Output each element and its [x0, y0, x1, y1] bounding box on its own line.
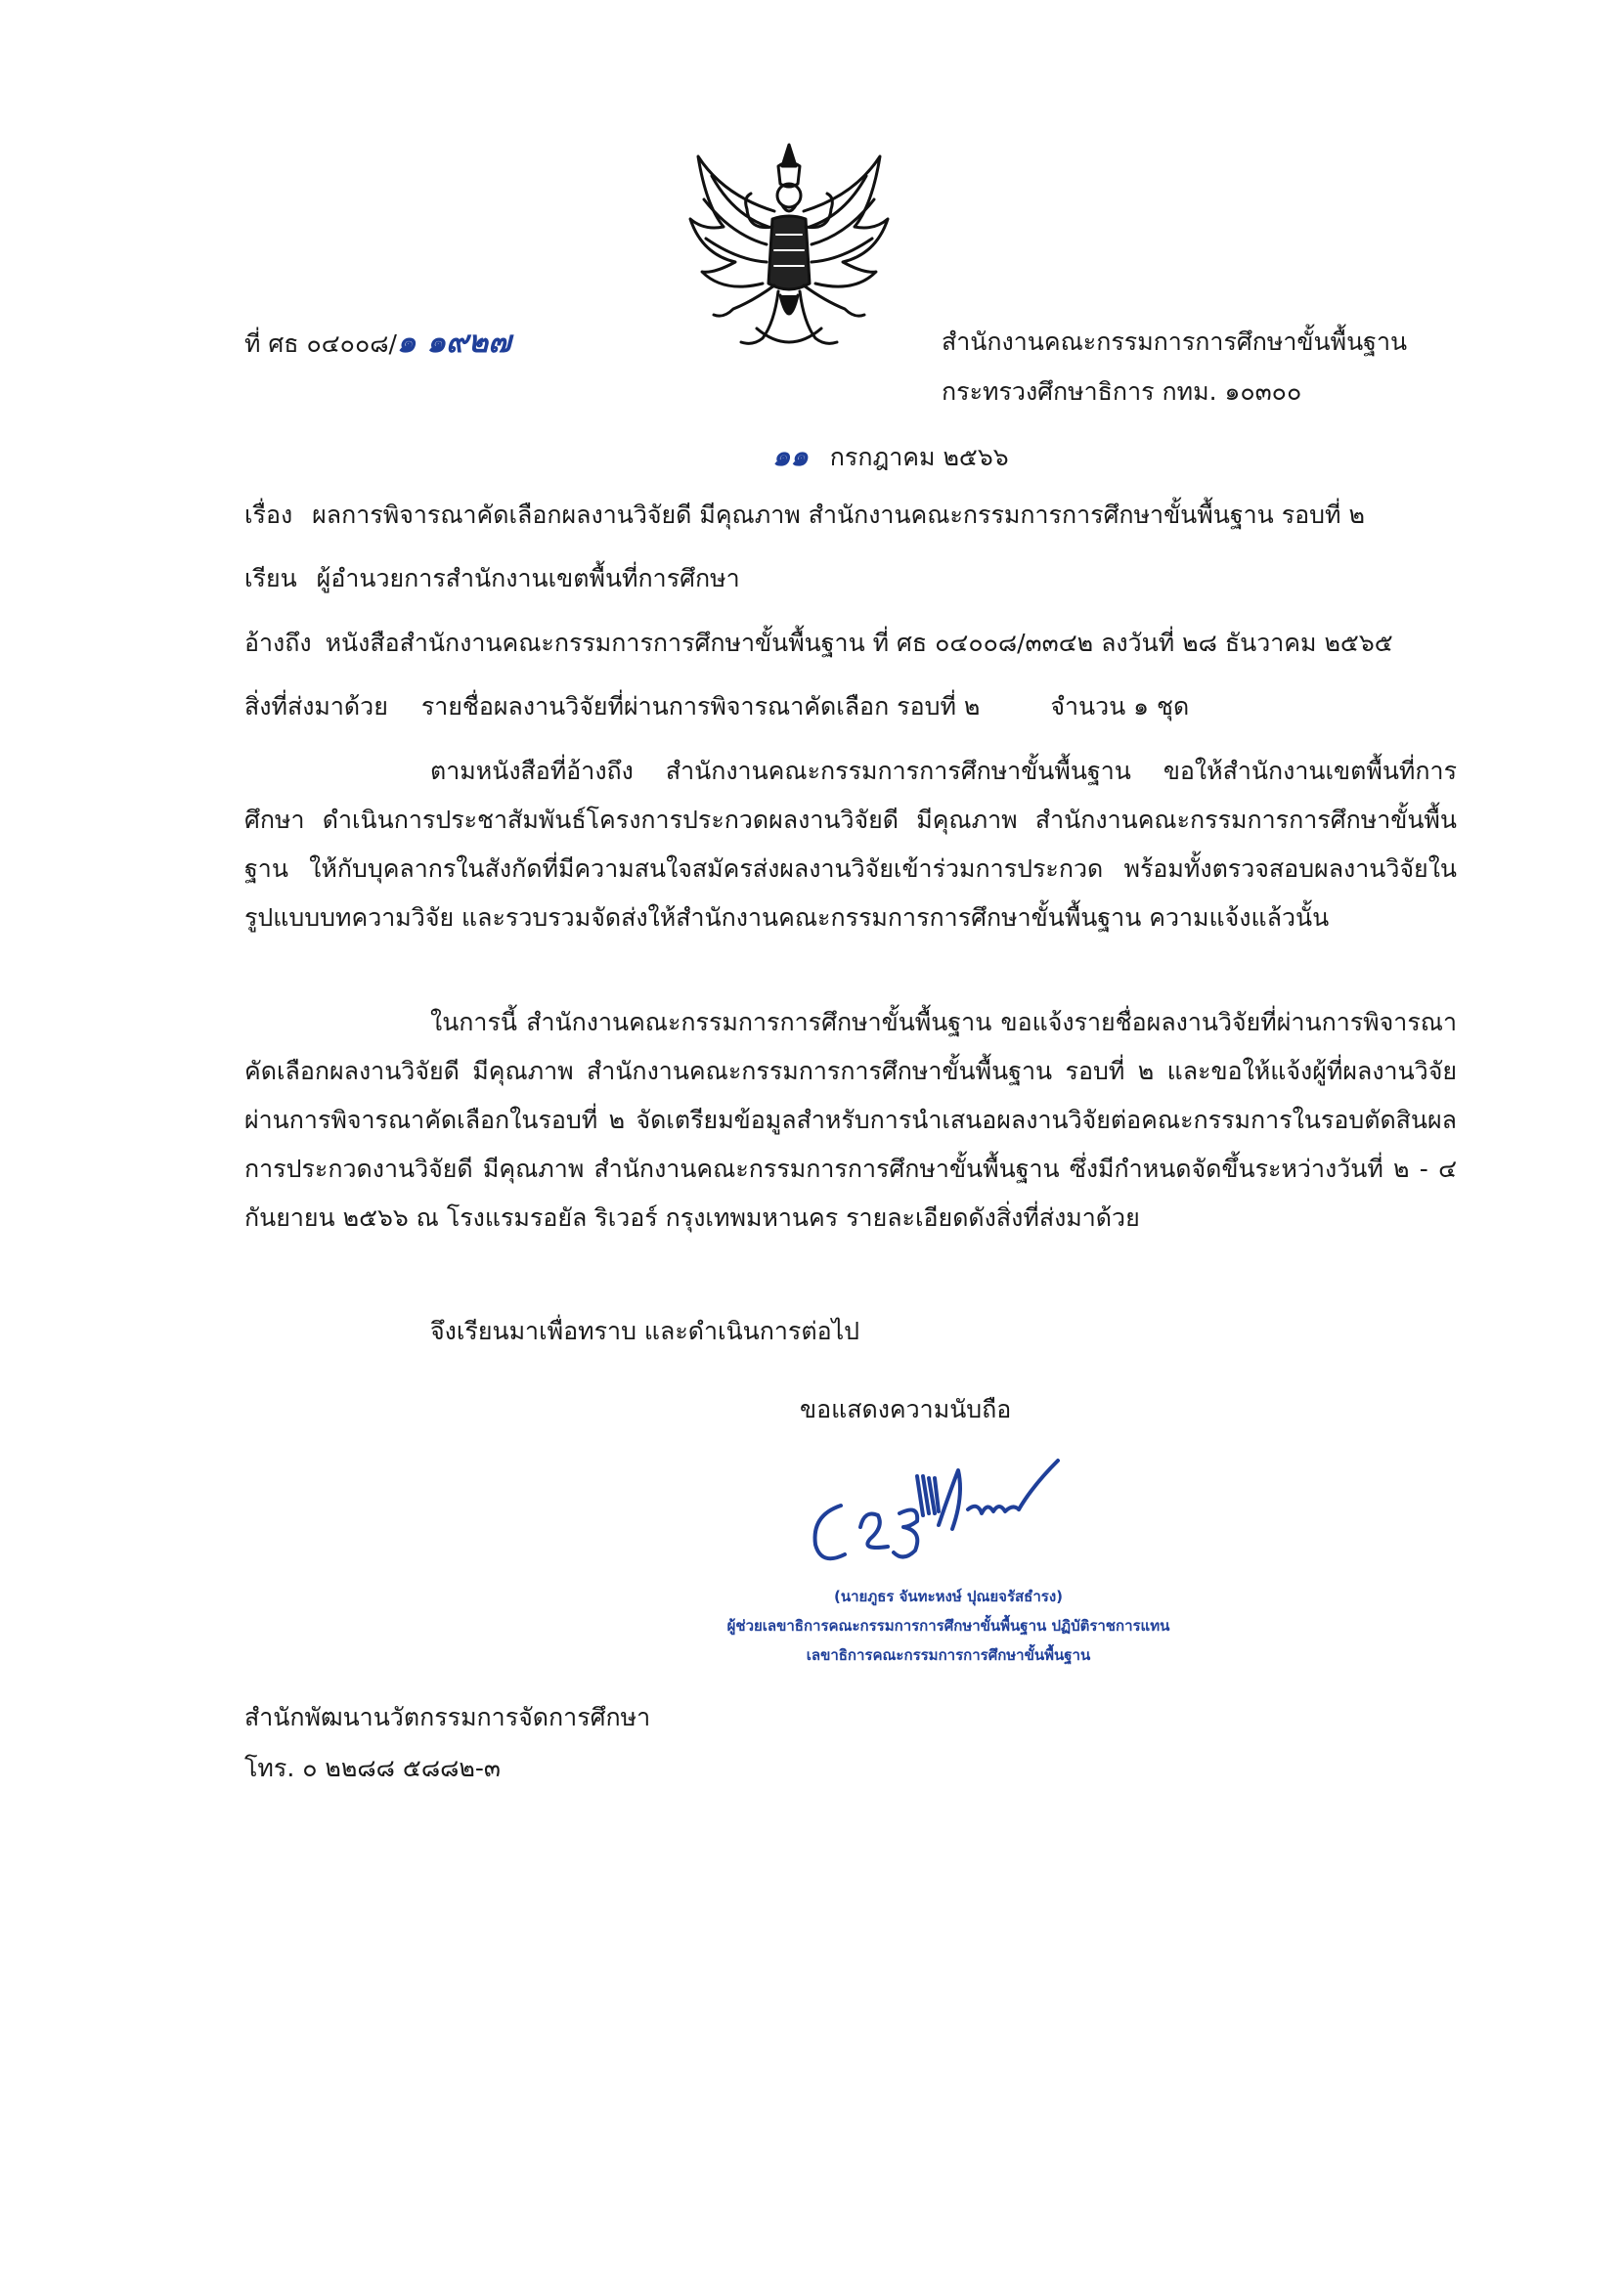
reference-line: [244, 627, 1393, 660]
reference-number: [244, 326, 511, 361]
subject-line: [244, 499, 1365, 532]
footer-office: สำนักพัฒนานวัตกรรมการจัดการศึกษา: [244, 1703, 651, 1731]
addressee-label: เรียน: [244, 564, 297, 592]
agency-address: กระทรวงศึกษาธิการ กทม. ๑๐๓๐๐: [942, 377, 1302, 406]
signatory-name: (นายภูธร จันทะหงษ์ ปุณยจรัสธำรง): [834, 1588, 1063, 1605]
enclosure-text: รายชื่อผลงานวิจัยที่ผ่านการพิจารณาคัดเลือก รอบที่ ๒: [420, 692, 981, 721]
closing-line: จึงเรียนมาเพื่อทราบ และดำเนินการต่อไป: [430, 1317, 860, 1345]
addressee-text: ผู้อำนวยการสำนักงานเขตพื้นที่การศึกษา: [316, 564, 740, 592]
footer-phone: โทร. ๐ ๒๒๘๘ ๕๘๘๒-๓: [244, 1754, 501, 1782]
subject-text: ผลการพิจารณาคัดเลือกผลงานวิจัยดี มีคุณภาพ สำนักงานคณะกรรมการการศึกษาขั้นพื้นฐาน รอบที่ ๒: [312, 501, 1365, 529]
salutation: ขอแสดงความนับถือ: [800, 1395, 1012, 1423]
reference-label: อ้างถึง: [244, 629, 312, 657]
addressee-line: [244, 562, 740, 595]
agency-name: สำนักงานคณะกรรมการการศึกษาขั้นพื้นฐาน: [942, 328, 1408, 356]
subject-label: เรื่อง: [244, 501, 293, 529]
letter-date: [772, 439, 1009, 474]
signatory-title-2: เลขาธิการคณะกรรมการการศึกษาขั้นพื้นฐาน: [806, 1646, 1091, 1664]
body-paragraph-2: ในการนี้ สำนักงานคณะกรรมการการศึกษาขั้นพื้นฐาน ขอแจ้งรายชื่อผลงานวิจัยที่ผ่านการพิจารณาคัดเลือกผลงานวิจัยดี มีคุณภาพ สำนักงานคณะกรรมการการศึกษาขั้นพื้นฐาน รอบที่ ๒ และขอให้แจ้งผู้ที่ผลงานวิจัยผ่านการพิจารณาคัดเลือกในรอบที่ ๒ จัดเตรียมข้อมูลสำหรับการนำเสนอผลงานวิจัยต่อคณะกรรมการในรอบตัดสินผลการประกวดงานวิจัยดี มีคุณภาพ สำนักงานคณะกรรมการการศึกษาขั้นพื้นฐาน ซึ่งมีกำหนดจัดขึ้นระหว่างวันที่ ๒ - ๔ กันยายน ๒๕๖๖ ณ โรงแรมรอยัล ริเวอร์ กรุงเทพมหานคร รายละเอียดดังสิ่งที่ส่งมาด้วย: [244, 1008, 1457, 1232]
signatory-title-1: ผู้ช่วยเลขาธิการคณะกรรมการการศึกษาขั้นพื้นฐาน ปฏิบัติราชการแทน: [726, 1617, 1170, 1635]
handwritten-signature-icon: [802, 1457, 1066, 1574]
reference-prefix: ที่ ศธ ๐๔๐๐๘/: [244, 329, 397, 358]
enclosure-label: สิ่งที่ส่งมาด้วย: [244, 692, 388, 721]
enclosure-quantity: จำนวน ๑ ชุด: [1050, 692, 1190, 721]
date-day: ๑๑: [772, 439, 809, 472]
reference-text: หนังสือสำนักงานคณะกรรมการการศึกษาขั้นพื้นฐาน ที่ ศธ ๐๔๐๐๘/๓๓๔๒ ลงวันที่ ๒๘ ธันวาคม ๒๕๖๕: [325, 629, 1393, 657]
date-month-year: กรกฎาคม ๒๕๖๖: [829, 443, 1009, 471]
garuda-emblem-icon: [684, 137, 895, 362]
reference-handwritten: ๑ ๑๙๒๗: [396, 325, 511, 360]
body-paragraph-1: ตามหนังสือที่อ้างถึง สำนักงานคณะกรรมการการศึกษาขั้นพื้นฐาน ขอให้สำนักงานเขตพื้นที่การศึกษา ดำเนินการประชาสัมพันธ์โครงการประกวดผลงานวิจัยดี มีคุณภาพ สำนักงานคณะกรรมการการศึกษาขั้นพื้นฐาน ให้กับบุคลากรในสังกัดที่มีความสนใจสมัครส่งผลงานวิจัยเข้าร่วมการประกวด พร้อมทั้งตรวจสอบผลงานวิจัยในรูปแบบบทความวิจัย และรวบรวมจัดส่งให้สำนักงานคณะกรรมการการศึกษาขั้นพื้นฐาน ความแจ้งแล้วนั้น: [244, 757, 1457, 932]
signature-block: [675, 1582, 1222, 1670]
enclosure-line: [244, 690, 1189, 723]
